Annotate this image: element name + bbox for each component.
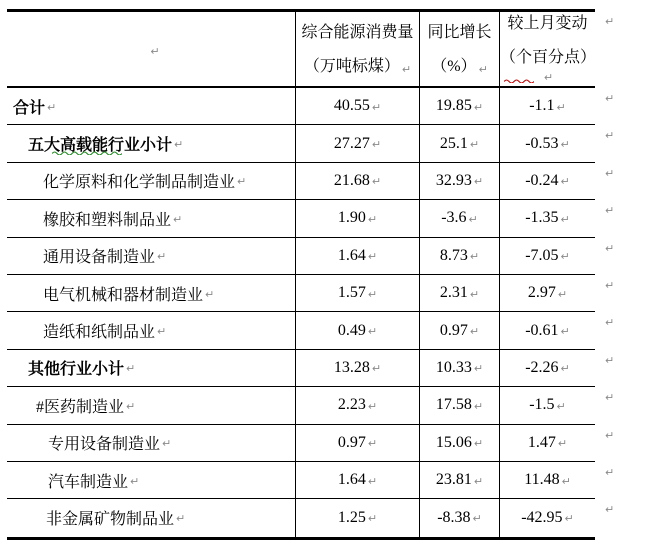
yoy-growth-value-cell[interactable] — [419, 125, 499, 161]
consumption-value: 1.57 — [337, 284, 366, 302]
paragraph-mark-icon: ↵ — [401, 62, 412, 76]
consumption-value: 0.49 — [337, 321, 366, 339]
paragraph-mark-icon: ↵ — [473, 175, 484, 189]
yoy-growth-value-cell[interactable] — [419, 238, 499, 274]
paragraph-mark-icon: ↵ — [543, 71, 554, 84]
column-unit: （%） — [431, 57, 477, 75]
row-label-cell[interactable] — [7, 163, 295, 199]
mom-change-value: 2.97 — [527, 284, 556, 302]
paragraph-mark-icon: ↵ — [367, 287, 378, 301]
mom-change-value-cell[interactable] — [499, 425, 595, 461]
paragraph-mark-icon: ↵ — [371, 362, 382, 376]
paragraph-mark-icon: ↵ — [371, 100, 382, 114]
yoy-growth-value-cell[interactable] — [419, 462, 499, 498]
paragraph-mark-icon: ↵ — [605, 241, 615, 255]
consumption-value: 40.55 — [333, 97, 370, 115]
row-label: 通用设备制造业 — [43, 249, 156, 267]
paragraph-mark-icon: ↵ — [473, 362, 484, 376]
paragraph-mark-icon: ↵ — [473, 100, 484, 114]
consumption-value: 1.25 — [337, 508, 366, 526]
column-unit: （万吨标煤） — [303, 57, 400, 75]
paragraph-mark-icon: ↵ — [605, 428, 615, 442]
row-label-cell[interactable] — [7, 275, 295, 311]
row-label-cell[interactable] — [7, 350, 295, 386]
table-row — [7, 275, 595, 312]
mom-change-value-cell[interactable] — [499, 275, 595, 311]
paragraph-mark-icon: ↵ — [560, 250, 570, 264]
paragraph-mark-icon: ↵ — [560, 138, 570, 152]
mom-change-value: -0.24 — [525, 171, 559, 189]
row-label-cell[interactable] — [7, 88, 295, 124]
paragraph-mark-icon: ↵ — [605, 353, 615, 367]
paragraph-mark-icon: ↵ — [367, 325, 378, 339]
yoy-growth-value: 10.33 — [435, 358, 472, 376]
row-label: 化学原料和化学制品制造业 — [43, 174, 236, 192]
consumption-value-cell[interactable] — [295, 275, 419, 311]
header-cell-mom-change[interactable] — [499, 12, 595, 86]
paragraph-mark-icon: ↵ — [126, 399, 136, 413]
paragraph-mark-icon: ↵ — [478, 62, 488, 76]
mom-change-value-cell[interactable] — [499, 462, 595, 498]
yoy-growth-value-cell[interactable] — [419, 163, 499, 199]
paragraph-mark-icon: ↵ — [561, 474, 571, 488]
paragraph-mark-icon: ↵ — [557, 437, 568, 451]
row-label-cell[interactable] — [7, 125, 295, 161]
consumption-value-cell[interactable] — [295, 163, 419, 199]
consumption-value: 0.97 — [337, 433, 366, 451]
mom-change-value: -7.05 — [525, 246, 559, 264]
consumption-value-cell[interactable] — [295, 312, 419, 348]
row-label-cell[interactable] — [7, 499, 295, 536]
header-cell-yoy-growth[interactable] — [419, 12, 499, 86]
paragraph-mark-icon: ↵ — [605, 466, 615, 479]
yoy-growth-value-cell[interactable] — [419, 425, 499, 461]
table-row — [7, 312, 595, 349]
row-label: 其他行业小计 — [28, 361, 125, 379]
consumption-value: 1.64 — [337, 246, 366, 264]
yoy-growth-value-cell[interactable] — [419, 387, 499, 423]
paragraph-mark-icon: ↵ — [473, 399, 484, 413]
mom-change-value: -42.95 — [521, 508, 563, 526]
row-label: 造纸和纸制品业 — [43, 324, 156, 342]
mom-change-value: -1.5 — [529, 396, 555, 414]
column-title: 较上月变动 — [507, 15, 588, 32]
consumption-value-cell[interactable] — [295, 125, 419, 161]
mom-change-value: -1.35 — [525, 209, 559, 227]
row-label: #医药制造业 — [36, 398, 125, 416]
yoy-growth-value: 2.31 — [439, 284, 468, 302]
row-label-cell[interactable] — [7, 238, 295, 274]
yoy-growth-value: -8.38 — [437, 508, 471, 526]
consumption-value-cell[interactable] — [295, 499, 419, 536]
table-row — [7, 499, 595, 536]
paragraph-mark-icon: ↵ — [468, 212, 478, 226]
paragraph-mark-icon: ↵ — [560, 325, 570, 339]
mom-change-value: 11.48 — [524, 471, 560, 489]
consumption-value: 1.90 — [337, 209, 366, 227]
mom-change-value-cell[interactable] — [499, 200, 595, 236]
paragraph-mark-icon: ↵ — [605, 204, 615, 218]
paragraph-mark-icon: ↵ — [367, 250, 378, 264]
table-row — [7, 462, 595, 499]
paragraph-mark-icon: ↵ — [126, 362, 136, 376]
row-label: 汽车制造业 — [48, 473, 129, 491]
paragraph-mark-icon: ↵ — [473, 474, 484, 488]
paragraph-mark-icon: ↵ — [130, 474, 140, 488]
yoy-growth-value-cell[interactable] — [419, 350, 499, 386]
yoy-growth-value-cell[interactable] — [419, 499, 499, 536]
consumption-value-cell[interactable] — [295, 350, 419, 386]
paragraph-mark-icon: ↵ — [157, 250, 167, 264]
paragraph-mark-icon: ↵ — [560, 175, 570, 189]
yoy-growth-value: 8.73 — [439, 246, 468, 264]
paragraph-mark-icon: ↵ — [469, 250, 480, 264]
table-row — [7, 387, 595, 424]
mom-change-value-cell[interactable] — [499, 387, 595, 423]
row-label-cell[interactable] — [7, 200, 295, 236]
paragraph-mark-icon: ↵ — [469, 325, 480, 339]
yoy-growth-value: 32.93 — [435, 171, 472, 189]
energy-consumption-table — [7, 9, 595, 540]
paragraph-mark-icon: ↵ — [176, 512, 186, 526]
mom-change-value: -2.26 — [525, 358, 559, 376]
column-unit: （个百分点） — [500, 49, 597, 66]
table-row — [7, 350, 595, 387]
mom-change-value-cell[interactable] — [499, 499, 595, 536]
paragraph-mark-icon: ↵ — [47, 100, 57, 114]
consumption-value: 13.28 — [333, 358, 370, 376]
consumption-value-cell[interactable] — [295, 387, 419, 423]
paragraph-mark-icon: ↵ — [605, 92, 615, 105]
table-row — [7, 125, 595, 162]
paragraph-mark-icon: ↵ — [371, 138, 382, 152]
header-cell-consumption[interactable] — [295, 12, 419, 86]
paragraph-mark-icon: ↵ — [367, 212, 378, 226]
paragraph-mark-icon: ↵ — [162, 437, 172, 451]
header-cell-stub[interactable] — [7, 12, 295, 86]
paragraph-mark-icon: ↵ — [469, 138, 480, 152]
consumption-value: 1.64 — [337, 471, 366, 489]
row-label: 橡胶和塑料制品业 — [43, 211, 172, 229]
mom-change-value-cell[interactable] — [499, 238, 595, 274]
paragraph-mark-icon: ↵ — [150, 44, 160, 58]
paragraph-mark-icon: ↵ — [605, 316, 615, 330]
paragraph-mark-icon: ↵ — [605, 279, 615, 292]
mom-change-value-cell[interactable] — [499, 163, 595, 199]
paragraph-mark-icon: ↵ — [173, 212, 183, 226]
paragraph-mark-icon: ↵ — [205, 287, 215, 301]
paragraph-mark-icon: ↵ — [237, 175, 247, 189]
paragraph-mark-icon: ↵ — [564, 512, 574, 526]
consumption-value: 21.68 — [333, 171, 370, 189]
column-title: 同比增长 — [427, 23, 492, 41]
table-row — [7, 200, 595, 237]
paragraph-mark-icon: ↵ — [367, 512, 378, 526]
paragraph-mark-icon: ↵ — [367, 399, 378, 413]
consumption-value: 27.27 — [333, 134, 370, 152]
yoy-growth-value-cell[interactable] — [419, 200, 499, 236]
paragraph-mark-icon: ↵ — [473, 437, 484, 451]
paragraph-mark-icon: ↵ — [605, 166, 615, 180]
consumption-value-cell[interactable] — [295, 425, 419, 461]
paragraph-mark-icon: ↵ — [605, 129, 615, 143]
table-row — [7, 425, 595, 462]
mom-change-value: 1.47 — [527, 433, 556, 451]
table-header-row — [7, 12, 595, 88]
row-label-cell[interactable] — [7, 312, 295, 348]
paragraph-mark-icon: ↵ — [557, 287, 568, 301]
row-label: 电气机械和器材制造业 — [43, 286, 204, 304]
consumption-value-cell[interactable] — [295, 88, 419, 124]
paragraph-mark-icon: ↵ — [469, 287, 480, 301]
table-row — [7, 88, 595, 125]
paragraph-mark-icon: ↵ — [472, 512, 482, 526]
mom-change-value-cell[interactable] — [499, 312, 595, 348]
paragraph-mark-icon: ↵ — [174, 138, 184, 152]
mom-change-value-cell[interactable] — [499, 88, 595, 124]
row-label: 五大高载能行业小计 — [28, 137, 173, 155]
yoy-growth-value-cell[interactable] — [419, 312, 499, 348]
paragraph-mark-icon: ↵ — [157, 325, 167, 339]
paragraph-mark-icon: ↵ — [605, 391, 615, 405]
consumption-value-cell[interactable] — [295, 238, 419, 274]
row-label-cell[interactable] — [7, 462, 295, 498]
yoy-growth-value: 15.06 — [435, 433, 472, 451]
consumption-value-cell[interactable] — [295, 200, 419, 236]
mom-change-value-cell[interactable] — [499, 125, 595, 161]
row-label: 专用设备制造业 — [48, 436, 161, 454]
yoy-growth-value-cell[interactable] — [419, 88, 499, 124]
yoy-growth-value: 17.58 — [435, 396, 472, 414]
table-body — [7, 88, 595, 537]
paragraph-mark-icon: ↵ — [367, 437, 378, 451]
yoy-growth-value: 23.81 — [435, 471, 472, 489]
mom-change-value: -1.1 — [529, 97, 555, 115]
paragraph-mark-icon: ↵ — [371, 175, 382, 189]
yoy-growth-value: 19.85 — [435, 97, 472, 115]
yoy-growth-value: -3.6 — [441, 209, 467, 227]
table-row — [7, 238, 595, 275]
table-row — [7, 163, 595, 200]
row-label-cell[interactable] — [7, 387, 295, 423]
row-label: 合计 — [13, 99, 46, 117]
paragraph-mark-icon: ↵ — [560, 362, 570, 376]
paragraph-mark-icon: ↵ — [560, 212, 570, 226]
paragraph-mark-icon: ↵ — [556, 100, 566, 114]
yoy-growth-value-cell[interactable] — [419, 275, 499, 311]
paragraph-mark-icon: ↵ — [556, 399, 566, 413]
yoy-growth-value: 0.97 — [439, 321, 468, 339]
paragraph-mark-icon: ↵ — [367, 474, 378, 488]
row-label: 非金属矿物制品业 — [46, 511, 175, 529]
paragraph-mark-icon: ↵ — [605, 503, 615, 517]
row-label-cell[interactable] — [7, 425, 295, 461]
column-title: 综合能源消费量 — [301, 23, 414, 41]
consumption-value: 2.23 — [337, 396, 366, 414]
mom-change-value: -0.53 — [525, 134, 559, 152]
mom-change-value-cell[interactable] — [499, 350, 595, 386]
yoy-growth-value: 25.1 — [439, 134, 468, 152]
mom-change-value: -0.61 — [525, 321, 559, 339]
paragraph-mark-icon: ↵ — [605, 15, 615, 28]
consumption-value-cell[interactable] — [295, 462, 419, 498]
